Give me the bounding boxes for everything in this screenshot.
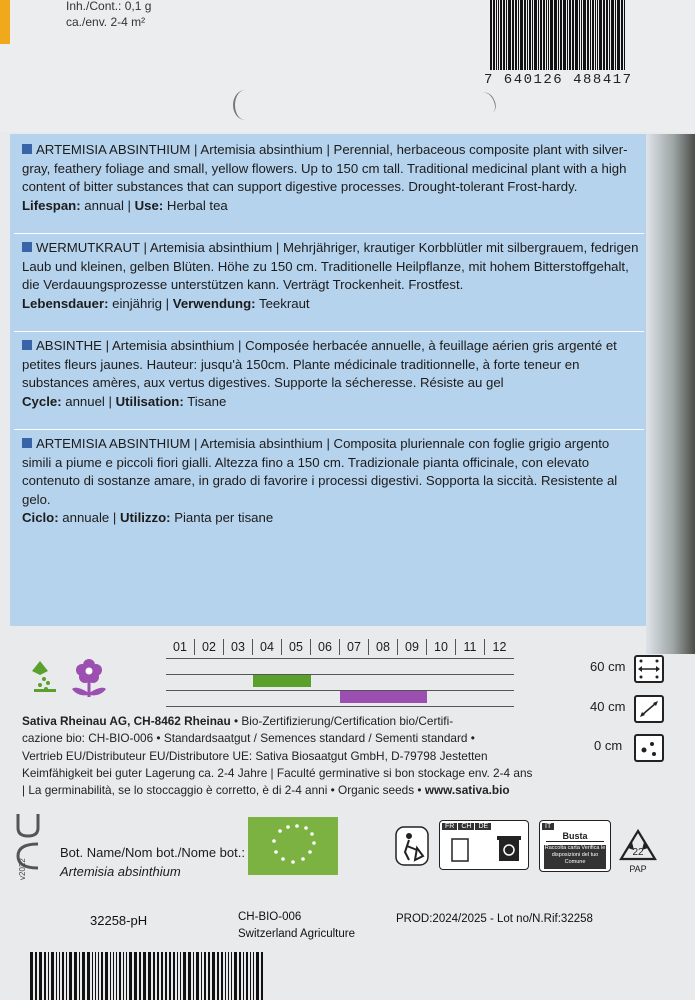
month-11: 11 <box>456 639 485 655</box>
barcode-bar <box>234 952 237 1000</box>
bottom-barcode <box>30 952 310 1000</box>
plant-spacing-icon <box>634 695 664 723</box>
barcode-bar <box>105 952 108 1000</box>
description-de: WERMUTKRAUT | Artemisia absinthium | Mehrjähriger, krautiger Korbblütler mit silbergrauem, fedrigen Laub und kleinen, gelben Blüten. Höhe zu 150 cm. Traditionelle Heilpflanze, mit hohem Bitterstoffgehalt, die Verdauungsprozesse unterstützen kann. Verträgt Trockenheit. Frostfest. Lebensdauer: einjährig | Verwendung: Teekraut <box>22 240 639 311</box>
disposal-box: FR CH DE <box>439 820 529 870</box>
top-barcode <box>490 0 650 70</box>
barcode-bar <box>217 952 219 1000</box>
barcode-bar <box>609 0 610 70</box>
barcode-bar <box>148 952 151 1000</box>
barcode-bar <box>208 952 210 1000</box>
barcode-bar <box>563 0 566 70</box>
tidyman-icon <box>395 826 429 866</box>
barcode-bar <box>79 952 80 1000</box>
barcode-bar <box>161 952 163 1000</box>
barcode-bar <box>253 952 254 1000</box>
barcode-bar <box>113 952 114 1000</box>
month-10: 10 <box>427 639 456 655</box>
sowing-depth-icon <box>634 734 664 762</box>
month-05: 05 <box>282 639 311 655</box>
paper-sheet-icon <box>450 837 470 863</box>
barcode-bar <box>538 0 539 70</box>
barcode-bar <box>532 0 533 70</box>
certification-info: CH-BIO-006 Switzerland Agriculture <box>238 911 355 940</box>
net-content: Inh./Cont.: 0,1 g ca./env. 2-4 m² <box>66 0 152 29</box>
barcode-bar <box>506 0 507 70</box>
month-06: 06 <box>311 639 340 655</box>
packet-edge-shadow <box>646 134 695 654</box>
barcode-bar <box>35 952 37 1000</box>
barcode-bar <box>518 0 519 70</box>
barcode-bar <box>92 952 93 1000</box>
barcode-bar <box>572 0 574 70</box>
barcode-bar <box>183 952 186 1000</box>
barcode-bar <box>615 0 616 70</box>
barcode-bar <box>515 0 517 70</box>
company-info: Sativa Rheinau AG, CH-8462 Rheinau • Bio-Zertifizierung/Certification bio/Certifi- cazione bio: CH-BIO-006 • Standardsaatgut / Semences standard / Sementi standard • Vertrieb EU/Distributeur EU/Distributore UE: Sativa Biosaatgut GmbH, D-79798 Jestetten Keimfähigkeit bei guter Lagerung ca. 2-4 Jahre | Faculté germinative si bon stockage env. 2-4 ans | La germinabilità, se lo stoccaggio è corretto, è di 2-4 anni • Organic seeds • www.sativa.bio <box>22 714 533 798</box>
barcode-bar <box>520 0 523 70</box>
svg-text:22: 22 <box>632 847 644 858</box>
barcode-bar <box>575 0 578 70</box>
month-03: 03 <box>224 639 253 655</box>
barcode-bar <box>550 0 553 70</box>
barcode-bar <box>524 0 526 70</box>
barcode-bar <box>39 952 42 1000</box>
barcode-bar <box>592 0 594 70</box>
calendar-grid <box>166 658 514 707</box>
barcode-bar <box>587 0 589 70</box>
barcode-bar <box>201 952 202 1000</box>
barcode-bar <box>599 0 602 70</box>
barcode-bar <box>540 0 542 70</box>
sowing-period-bar <box>253 675 311 687</box>
barcode-bar <box>512 0 514 70</box>
month-08: 08 <box>369 639 398 655</box>
production-lot: PROD:2024/2025 - Lot no/N.Rif:32258 <box>396 913 593 925</box>
barcode-bar <box>165 952 167 1000</box>
barcode-bar <box>617 0 620 70</box>
barcode-bar <box>603 0 605 70</box>
barcode-bar <box>597 0 598 70</box>
article-number: 32258-pH <box>90 913 148 928</box>
barcode-bar <box>87 952 90 1000</box>
square-bullet-icon <box>22 340 32 350</box>
barcode-bar <box>134 952 137 1000</box>
barcode-bar <box>527 0 528 70</box>
barcode-bar <box>95 952 96 1000</box>
barcode-bar <box>157 952 159 1000</box>
barcode-bar <box>624 0 625 70</box>
barcode-bar <box>256 952 259 1000</box>
divider <box>14 331 644 332</box>
barcode-bar <box>560 0 562 70</box>
description-fr: ABSINTHE | Artemisia absinthium | Composée herbacée annuelle, à feuillage aérien gris argenté et petites fleurs jaunes. Hauteur: jusqu'à 150cm. Plante médicinale traditionnelle, à forte teneur en substances amères, aux vertus digestives. Supporte la sécheresse. Résiste au gel Cycle: annuel | Utilisation: Tisane <box>22 338 617 409</box>
barcode-bar <box>30 952 33 1000</box>
barcode-bar <box>204 952 206 1000</box>
barcode-bar <box>611 0 614 70</box>
barcode-bar <box>569 0 571 70</box>
flowering-period-bar <box>340 691 427 703</box>
barcode-bar <box>126 952 127 1000</box>
calendar-row-line <box>166 706 514 707</box>
barcode-bar <box>221 952 223 1000</box>
barcode-bar <box>98 952 99 1000</box>
barcode-bar <box>581 0 582 70</box>
barcode-bar <box>554 0 557 70</box>
barcode-bar <box>44 952 46 1000</box>
barcode-bar <box>239 952 241 1000</box>
barcode-bar <box>153 952 155 1000</box>
barcode-bar <box>82 952 85 1000</box>
barcode-bar <box>48 952 49 1000</box>
description-en: ARTEMISIA ABSINTHIUM | Artemisia absinthium | Perennial, herbaceous composite plant with silver-gray, feathery foliage and small, yellow flowers. Up to 150 cm tall. Traditional medicinal plant with a high content of bitter substances that can support digestive processes. Drought-tolerant Frost-hardy. Lifespan: annual | Use: Herbal tea <box>22 142 628 213</box>
barcode-bar <box>508 0 511 70</box>
barcode-bar <box>173 952 175 1000</box>
barcode-bar <box>119 952 121 1000</box>
sowing-icon <box>30 659 58 693</box>
month-header <box>166 639 514 655</box>
barcode-bar <box>490 0 492 70</box>
divider <box>14 429 644 430</box>
month-01: 01 <box>166 639 195 655</box>
barcode-bar <box>243 952 244 1000</box>
barcode-bar <box>543 0 545 70</box>
barcode-bar <box>139 952 141 1000</box>
barcode-bar <box>583 0 586 70</box>
calendar-row-line <box>166 674 514 675</box>
barcode-bar <box>500 0 502 70</box>
italy-disposal-box: IT Busta Raccolta carta Verifica le disposizioni del tuo Comune <box>539 820 611 872</box>
barcode-bar <box>51 952 54 1000</box>
barcode-bar <box>496 0 497 70</box>
barcode-bar <box>231 952 232 1000</box>
barcode-bar <box>261 952 263 1000</box>
month-12: 12 <box>492 640 507 654</box>
barcode-bar <box>129 952 132 1000</box>
barcode-bar <box>212 952 215 1000</box>
square-bullet-icon <box>22 144 32 154</box>
barcode-bar <box>56 952 57 1000</box>
eu-organic-logo-icon <box>248 817 338 875</box>
barcode-bar <box>225 952 226 1000</box>
barcode-bar <box>74 952 77 1000</box>
month-02: 02 <box>195 639 224 655</box>
month-09: 09 <box>398 639 427 655</box>
hanger-hole-mark <box>233 90 257 120</box>
flower-icon <box>66 655 112 701</box>
barcode-bar <box>529 0 531 70</box>
barcode-bar <box>193 952 194 1000</box>
barcode-bar <box>59 952 60 1000</box>
barcode-bar <box>69 952 72 1000</box>
barcode-bar <box>169 952 171 1000</box>
barcode-bar <box>548 0 549 70</box>
barcode-bar <box>567 0 568 70</box>
recycle-triangle-icon <box>618 828 658 862</box>
barcode-bar <box>534 0 537 70</box>
month-07: 07 <box>340 639 369 655</box>
barcode-bar <box>558 0 559 70</box>
barcode-bar <box>493 0 495 70</box>
barcode-bar <box>621 0 623 70</box>
barcode-bar <box>110 952 111 1000</box>
barcode-bar <box>250 952 251 1000</box>
ean-number: 7 640126 488417 <box>484 72 633 88</box>
barcode-bar <box>188 952 191 1000</box>
version-code: v2022 <box>18 858 27 880</box>
barcode-bar <box>66 952 67 1000</box>
barcode-bar <box>590 0 591 70</box>
pap-recycling-code: 22 PAP <box>618 828 658 874</box>
barcode-bar <box>606 0 608 70</box>
sowing-calendar <box>166 639 514 655</box>
description-it: ARTEMISIA ABSINTHIUM | Artemisia absinthium | Composita pluriennale con foglie grigio argento simili a piume e piccoli fiori gialli. Altezza fino a 150 cm. Tradizionale pianta officinale, con elevato contenuto di sostanze amare, in grado di favorire i processi digestivi. Sopporta la siccità. Resistente al gelo. Ciclo: annuale | Utilizzo: Pianta per tisane <box>22 436 618 526</box>
barcode-bar <box>123 952 124 1000</box>
barcode-bar <box>228 952 229 1000</box>
barcode-bar <box>62 952 64 1000</box>
barcode-bar <box>180 952 181 1000</box>
barcode-bar <box>498 0 499 70</box>
orange-tab <box>0 0 10 44</box>
square-bullet-icon <box>22 242 32 252</box>
month-04: 04 <box>253 639 282 655</box>
barcode-bar <box>116 952 117 1000</box>
barcode-bar <box>177 952 178 1000</box>
row-spacing-icon <box>634 655 664 683</box>
barcode-bar <box>143 952 146 1000</box>
barcode-bar <box>579 0 580 70</box>
barcode-bar <box>246 952 248 1000</box>
barcode-bar <box>101 952 103 1000</box>
barcode-bar <box>595 0 596 70</box>
barcode-bar <box>546 0 547 70</box>
square-bullet-icon <box>22 438 32 448</box>
paper-bin-icon <box>496 833 522 863</box>
barcode-bar <box>196 952 199 1000</box>
botanical-name: Bot. Name/Nom bot./Nome bot.: Artemisia absinthium <box>60 845 245 879</box>
divider <box>14 233 644 234</box>
barcode-bar <box>503 0 505 70</box>
